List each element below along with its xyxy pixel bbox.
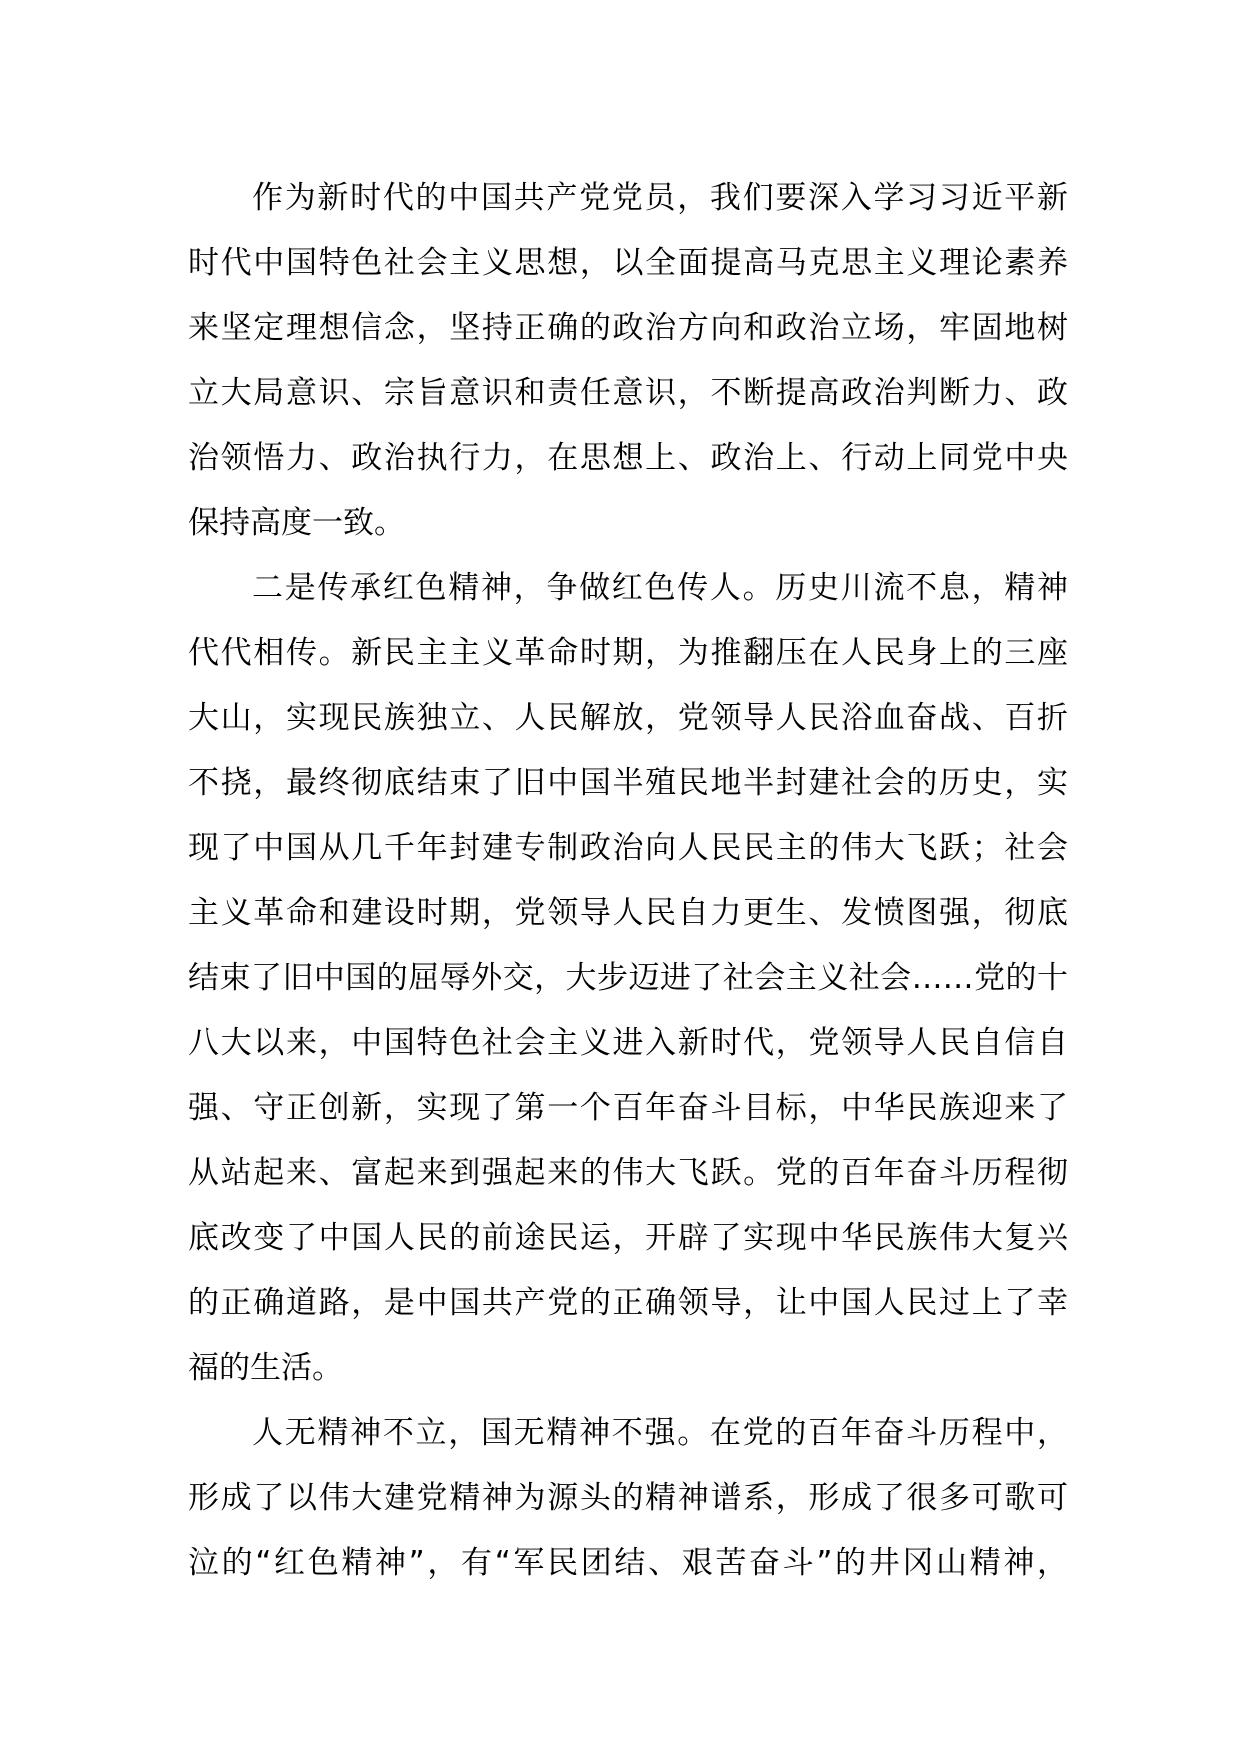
text-line: 来坚定理想信念，坚持正确的政治方向和政治立场，牢固地树 [188, 310, 1068, 346]
text-line: 作为新时代的中国共产党党员，我们要深入学习习近平新 [252, 180, 1068, 216]
text-line: 现了中国从几千年封建专制政治向人民民主的伟大飞跃；社会 [188, 830, 1068, 866]
text-line: 底改变了中国人民的前途民运，开辟了实现中华民族伟大复兴 [188, 1220, 1068, 1256]
text-line: 人无精神不立，国无精神不强。在党的百年奋斗历程中， [252, 1415, 1068, 1451]
text-line: 结束了旧中国的屈辱外交，大步迈进了社会主义社会……党的十 [188, 960, 1068, 996]
text-line: 泣的“红色精神”，有“军民团结、艰苦奋斗”的井冈山精神， [188, 1545, 1068, 1581]
text-line: 主义革命和建设时期，党领导人民自力更生、发愤图强，彻底 [188, 895, 1068, 931]
text-line: 大山，实现民族独立、人民解放，党领导人民浴血奋战、百折 [188, 700, 1068, 736]
text-line: 二是传承红色精神，争做红色传人。历史川流不息，精神 [252, 570, 1068, 606]
paragraph-2 [188, 556, 1068, 1401]
text-line: 福的生活。 [188, 1350, 343, 1386]
text-line: 代代相传。新民主主义革命时期，为推翻压在人民身上的三座 [188, 635, 1068, 671]
text-line: 治领悟力、政治执行力，在思想上、政治上、行动上同党中央 [188, 440, 1068, 476]
text-line: 形成了以伟大建党精神为源头的精神谱系，形成了很多可歌可 [188, 1480, 1068, 1516]
text-line: 保持高度一致。 [188, 505, 405, 541]
paragraph-1 [188, 166, 1068, 556]
text-line: 不挠，最终彻底结束了旧中国半殖民地半封建社会的历史，实 [188, 765, 1068, 801]
paragraph-3 [188, 1401, 1068, 1596]
text-line: 强、守正创新，实现了第一个百年奋斗目标，中华民族迎来了 [188, 1090, 1068, 1126]
text-line: 的正确道路，是中国共产党的正确领导，让中国人民过上了幸 [188, 1285, 1068, 1321]
text-line: 时代中国特色社会主义思想，以全面提高马克思主义理论素养 [188, 245, 1068, 281]
text-line: 立大局意识、宗旨意识和责任意识，不断提高政治判断力、政 [188, 375, 1068, 411]
body-text [188, 166, 1068, 1596]
text-line: 八大以来，中国特色社会主义进入新时代，党领导人民自信自 [188, 1025, 1068, 1061]
text-line: 从站起来、富起来到强起来的伟大飞跃。党的百年奋斗历程彻 [188, 1155, 1068, 1191]
